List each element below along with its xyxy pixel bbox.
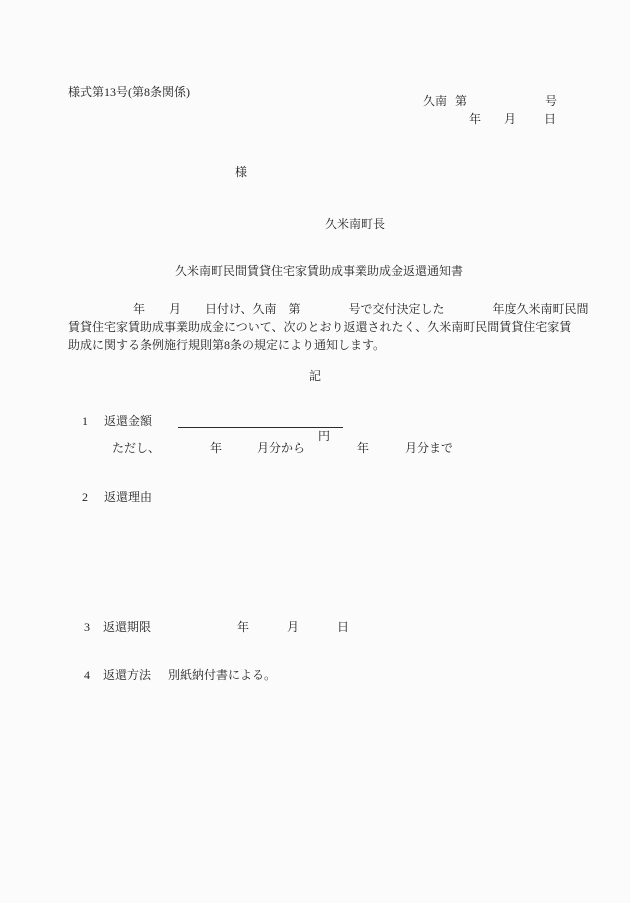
- item-1-note-year-from: 年: [210, 441, 223, 455]
- amount-unit: 円: [317, 429, 330, 443]
- item-3-month-label: 月: [287, 620, 300, 634]
- document-title: 久米南町民間賃貸住宅家賃助成事業助成金返還通知書: [174, 264, 463, 278]
- sender-name: 久米南町長: [325, 217, 386, 231]
- item-3-year-label: 年: [237, 620, 250, 634]
- body-paragraph: [68, 300, 589, 354]
- item-3-day-label: 日: [337, 620, 350, 634]
- item-1-note-month-from: 月分から: [257, 441, 306, 455]
- body-line-3: 助成に関する条例施行規則第8条の規定により通知します。: [68, 338, 386, 352]
- item-1-note-month-to: 月分まで: [405, 441, 454, 455]
- doc-number-office: 久南: [423, 94, 448, 108]
- item-3-number: 3: [84, 620, 90, 634]
- ki-marker: 記: [308, 369, 321, 383]
- item-1-label: 返還金額: [104, 414, 153, 428]
- item-2-number: 2: [82, 490, 88, 504]
- doc-number-go: 号: [545, 94, 558, 108]
- doc-number-dai: 第: [455, 94, 468, 108]
- item-4-method: 別紙納付書による。: [168, 668, 277, 682]
- date-day-label: 日: [544, 112, 557, 126]
- addressee-honorific: 様: [235, 165, 248, 179]
- body-line-2: 賃貸住宅家賃助成事業助成金について、次のとおり返還されたく、久米南町民間賃貸住宅家賃: [68, 320, 572, 334]
- item-3-label: 返還期限: [103, 620, 152, 634]
- item-2-label: 返還理由: [104, 490, 153, 504]
- item-1-note-year-to: 年: [357, 441, 370, 455]
- date-year-label: 年: [469, 112, 482, 126]
- body-line-1: 年 月 日付け、久南 第 号で交付決定した 年度久米南町民間: [133, 302, 589, 316]
- item-1-note-tadashi: ただし、: [112, 441, 161, 455]
- amount-blank-field: [178, 412, 343, 443]
- form-number: 様式第13号(第8条関係): [68, 85, 190, 99]
- item-1-number: 1: [82, 414, 88, 428]
- item-4-number: 4: [84, 668, 90, 682]
- item-4-label: 返還方法: [103, 668, 152, 682]
- date-month-label: 月: [504, 112, 517, 126]
